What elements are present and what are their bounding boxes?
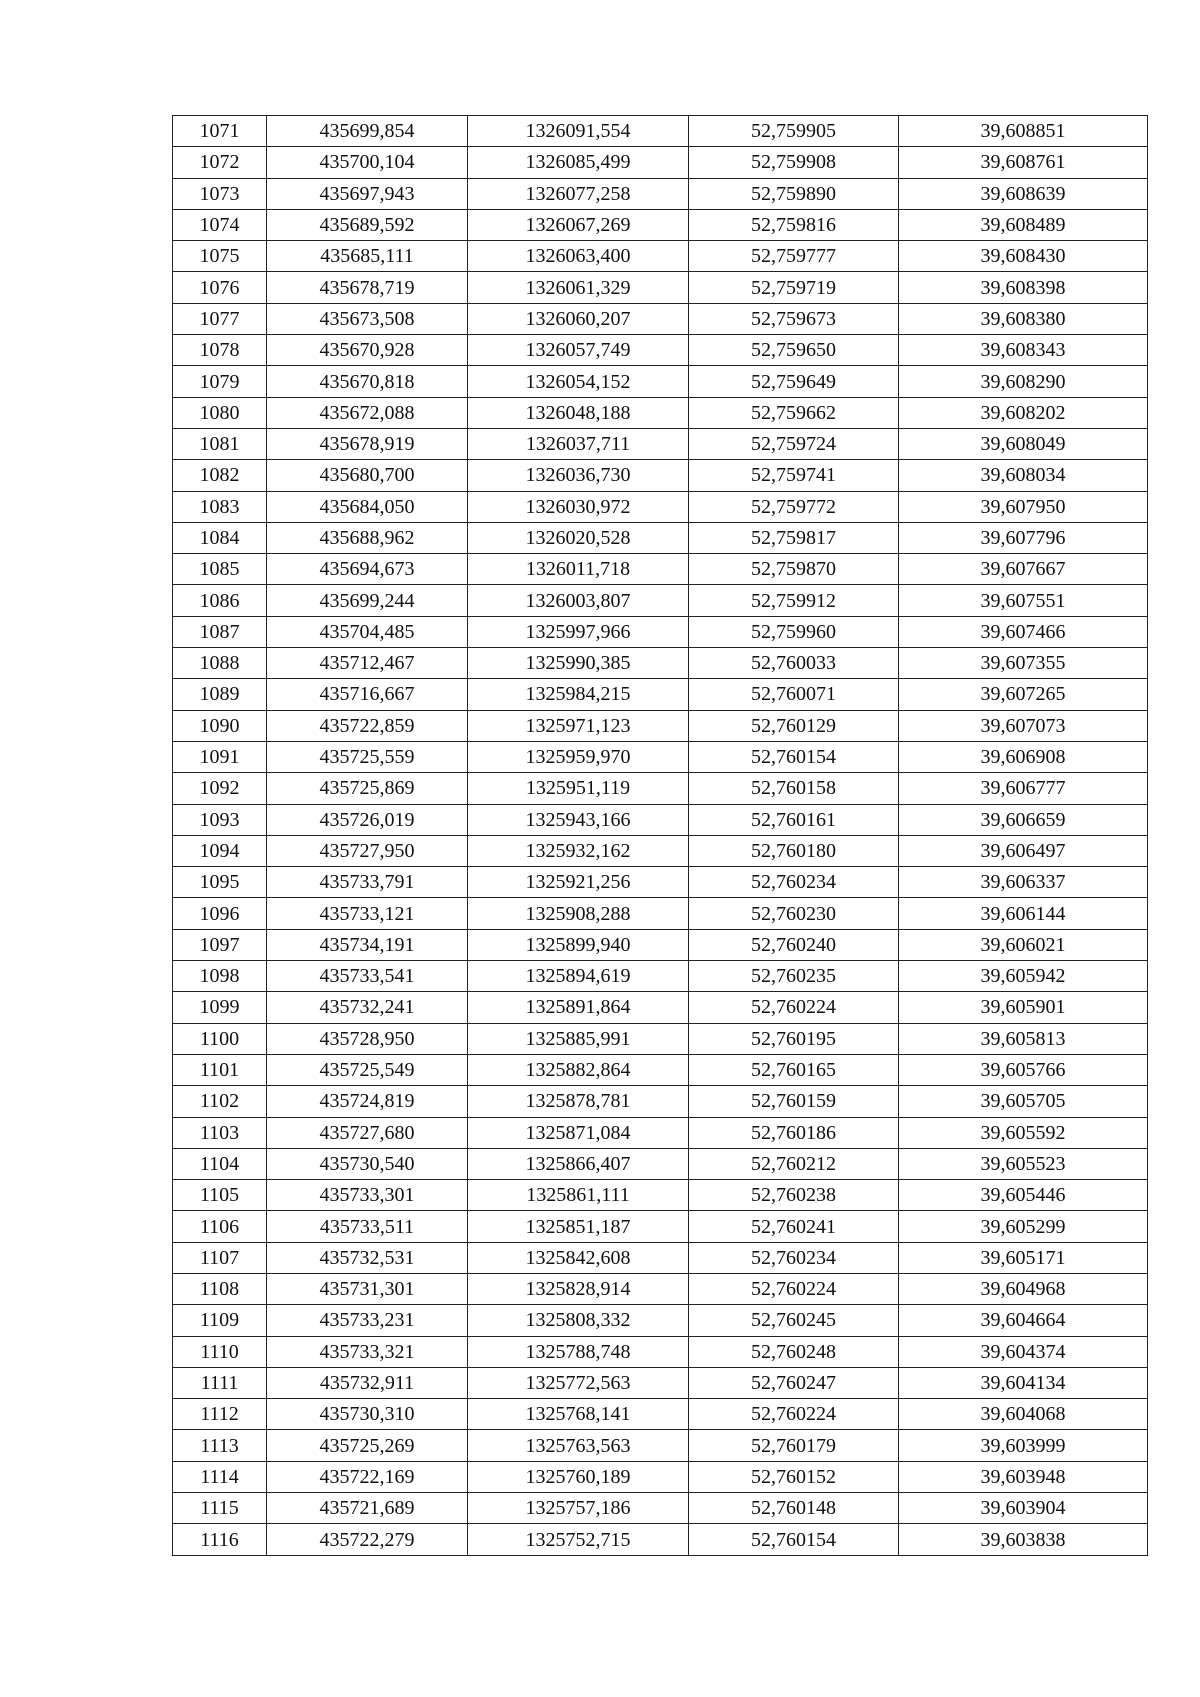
table-row — [173, 366, 1148, 397]
table-row — [173, 397, 1148, 428]
latitude-cell: 52,760230 — [689, 898, 899, 929]
point-number-cell: 1090 — [173, 710, 267, 741]
point-number-cell: 1097 — [173, 929, 267, 960]
y-coordinate-cell: 1326060,207 — [468, 303, 689, 334]
x-coordinate-cell: 435728,950 — [267, 1023, 468, 1054]
longitude-cell: 39,607667 — [899, 554, 1148, 585]
x-coordinate-cell: 435733,541 — [267, 961, 468, 992]
y-coordinate-cell: 1325768,141 — [468, 1399, 689, 1430]
longitude-cell: 39,605705 — [899, 1086, 1148, 1117]
x-coordinate-cell: 435721,689 — [267, 1493, 468, 1524]
longitude-cell: 39,608398 — [899, 272, 1148, 303]
y-coordinate-cell: 1325990,385 — [468, 648, 689, 679]
point-number-cell: 1088 — [173, 648, 267, 679]
latitude-cell: 52,759649 — [689, 366, 899, 397]
longitude-cell: 39,606908 — [899, 741, 1148, 772]
latitude-cell: 52,760195 — [689, 1023, 899, 1054]
table-row — [173, 898, 1148, 929]
x-coordinate-cell: 435678,719 — [267, 272, 468, 303]
latitude-cell: 52,759719 — [689, 272, 899, 303]
x-coordinate-cell: 435700,104 — [267, 147, 468, 178]
x-coordinate-cell: 435699,244 — [267, 585, 468, 616]
table-row — [173, 209, 1148, 240]
y-coordinate-cell: 1326048,188 — [468, 397, 689, 428]
latitude-cell: 52,760159 — [689, 1086, 899, 1117]
latitude-cell: 52,760235 — [689, 961, 899, 992]
longitude-cell: 39,608380 — [899, 303, 1148, 334]
longitude-cell: 39,605523 — [899, 1148, 1148, 1179]
table-row — [173, 867, 1148, 898]
point-number-cell: 1080 — [173, 397, 267, 428]
table-row — [173, 773, 1148, 804]
table-row — [173, 992, 1148, 1023]
latitude-cell: 52,759817 — [689, 522, 899, 553]
table-row — [173, 741, 1148, 772]
latitude-cell: 52,760186 — [689, 1117, 899, 1148]
latitude-cell: 52,759650 — [689, 335, 899, 366]
longitude-cell: 39,606021 — [899, 929, 1148, 960]
x-coordinate-cell: 435670,928 — [267, 335, 468, 366]
table-row — [173, 1148, 1148, 1179]
y-coordinate-cell: 1325772,563 — [468, 1367, 689, 1398]
point-number-cell: 1110 — [173, 1336, 267, 1367]
x-coordinate-cell: 435694,673 — [267, 554, 468, 585]
latitude-cell: 52,760180 — [689, 835, 899, 866]
longitude-cell: 39,604968 — [899, 1273, 1148, 1304]
latitude-cell: 52,760234 — [689, 867, 899, 898]
y-coordinate-cell: 1326003,807 — [468, 585, 689, 616]
coordinates-table — [172, 115, 1148, 1556]
latitude-cell: 52,760165 — [689, 1054, 899, 1085]
latitude-cell: 52,759912 — [689, 585, 899, 616]
latitude-cell: 52,760240 — [689, 929, 899, 960]
longitude-cell: 39,604664 — [899, 1305, 1148, 1336]
latitude-cell: 52,760224 — [689, 1273, 899, 1304]
point-number-cell: 1077 — [173, 303, 267, 334]
y-coordinate-cell: 1326011,718 — [468, 554, 689, 585]
latitude-cell: 52,760238 — [689, 1180, 899, 1211]
y-coordinate-cell: 1326061,329 — [468, 272, 689, 303]
point-number-cell: 1115 — [173, 1493, 267, 1524]
longitude-cell: 39,605942 — [899, 961, 1148, 992]
y-coordinate-cell: 1325788,748 — [468, 1336, 689, 1367]
point-number-cell: 1114 — [173, 1461, 267, 1492]
longitude-cell: 39,607551 — [899, 585, 1148, 616]
point-number-cell: 1108 — [173, 1273, 267, 1304]
longitude-cell: 39,605592 — [899, 1117, 1148, 1148]
longitude-cell: 39,608639 — [899, 178, 1148, 209]
y-coordinate-cell: 1326054,152 — [468, 366, 689, 397]
x-coordinate-cell: 435734,191 — [267, 929, 468, 960]
longitude-cell: 39,607796 — [899, 522, 1148, 553]
y-coordinate-cell: 1325752,715 — [468, 1524, 689, 1555]
y-coordinate-cell: 1325760,189 — [468, 1461, 689, 1492]
point-number-cell: 1085 — [173, 554, 267, 585]
point-number-cell: 1107 — [173, 1242, 267, 1273]
table-row — [173, 522, 1148, 553]
longitude-cell: 39,605813 — [899, 1023, 1148, 1054]
y-coordinate-cell: 1325908,288 — [468, 898, 689, 929]
point-number-cell: 1099 — [173, 992, 267, 1023]
y-coordinate-cell: 1325997,966 — [468, 616, 689, 647]
y-coordinate-cell: 1325959,970 — [468, 741, 689, 772]
table-row — [173, 1086, 1148, 1117]
table-row — [173, 961, 1148, 992]
latitude-cell: 52,759960 — [689, 616, 899, 647]
point-number-cell: 1071 — [173, 116, 267, 147]
coordinates-table-body — [173, 116, 1148, 1556]
x-coordinate-cell: 435689,592 — [267, 209, 468, 240]
longitude-cell: 39,605299 — [899, 1211, 1148, 1242]
latitude-cell: 52,760241 — [689, 1211, 899, 1242]
longitude-cell: 39,608489 — [899, 209, 1148, 240]
table-row — [173, 303, 1148, 334]
y-coordinate-cell: 1326036,730 — [468, 460, 689, 491]
latitude-cell: 52,760224 — [689, 992, 899, 1023]
x-coordinate-cell: 435725,869 — [267, 773, 468, 804]
point-number-cell: 1087 — [173, 616, 267, 647]
longitude-cell: 39,603999 — [899, 1430, 1148, 1461]
x-coordinate-cell: 435704,485 — [267, 616, 468, 647]
x-coordinate-cell: 435732,531 — [267, 1242, 468, 1273]
point-number-cell: 1078 — [173, 335, 267, 366]
point-number-cell: 1081 — [173, 428, 267, 459]
y-coordinate-cell: 1325882,864 — [468, 1054, 689, 1085]
latitude-cell: 52,759816 — [689, 209, 899, 240]
latitude-cell: 52,760129 — [689, 710, 899, 741]
latitude-cell: 52,760161 — [689, 804, 899, 835]
y-coordinate-cell: 1325885,991 — [468, 1023, 689, 1054]
x-coordinate-cell: 435733,301 — [267, 1180, 468, 1211]
table-row — [173, 1524, 1148, 1555]
longitude-cell: 39,606337 — [899, 867, 1148, 898]
table-row — [173, 835, 1148, 866]
longitude-cell: 39,608290 — [899, 366, 1148, 397]
longitude-cell: 39,606659 — [899, 804, 1148, 835]
x-coordinate-cell: 435727,950 — [267, 835, 468, 866]
table-row — [173, 1461, 1148, 1492]
point-number-cell: 1089 — [173, 679, 267, 710]
point-number-cell: 1098 — [173, 961, 267, 992]
latitude-cell: 52,760158 — [689, 773, 899, 804]
latitude-cell: 52,760071 — [689, 679, 899, 710]
x-coordinate-cell: 435732,911 — [267, 1367, 468, 1398]
y-coordinate-cell: 1325866,407 — [468, 1148, 689, 1179]
table-row — [173, 1180, 1148, 1211]
x-coordinate-cell: 435670,818 — [267, 366, 468, 397]
x-coordinate-cell: 435725,559 — [267, 741, 468, 772]
latitude-cell: 52,759870 — [689, 554, 899, 585]
latitude-cell: 52,759905 — [689, 116, 899, 147]
x-coordinate-cell: 435680,700 — [267, 460, 468, 491]
x-coordinate-cell: 435731,301 — [267, 1273, 468, 1304]
point-number-cell: 1105 — [173, 1180, 267, 1211]
table-row — [173, 491, 1148, 522]
point-number-cell: 1113 — [173, 1430, 267, 1461]
x-coordinate-cell: 435727,680 — [267, 1117, 468, 1148]
longitude-cell: 39,605766 — [899, 1054, 1148, 1085]
latitude-cell: 52,759662 — [689, 397, 899, 428]
x-coordinate-cell: 435684,050 — [267, 491, 468, 522]
table-row — [173, 616, 1148, 647]
x-coordinate-cell: 435733,231 — [267, 1305, 468, 1336]
y-coordinate-cell: 1326057,749 — [468, 335, 689, 366]
latitude-cell: 52,760212 — [689, 1148, 899, 1179]
latitude-cell: 52,760154 — [689, 741, 899, 772]
point-number-cell: 1073 — [173, 178, 267, 209]
x-coordinate-cell: 435712,467 — [267, 648, 468, 679]
table-row — [173, 178, 1148, 209]
x-coordinate-cell: 435699,854 — [267, 116, 468, 147]
y-coordinate-cell: 1325871,084 — [468, 1117, 689, 1148]
point-number-cell: 1096 — [173, 898, 267, 929]
longitude-cell: 39,607265 — [899, 679, 1148, 710]
latitude-cell: 52,759777 — [689, 241, 899, 272]
latitude-cell: 52,760247 — [689, 1367, 899, 1398]
y-coordinate-cell: 1325951,119 — [468, 773, 689, 804]
latitude-cell: 52,760179 — [689, 1430, 899, 1461]
y-coordinate-cell: 1326085,499 — [468, 147, 689, 178]
y-coordinate-cell: 1325984,215 — [468, 679, 689, 710]
y-coordinate-cell: 1325943,166 — [468, 804, 689, 835]
table-row — [173, 554, 1148, 585]
longitude-cell: 39,608430 — [899, 241, 1148, 272]
latitude-cell: 52,759890 — [689, 178, 899, 209]
point-number-cell: 1100 — [173, 1023, 267, 1054]
x-coordinate-cell: 435724,819 — [267, 1086, 468, 1117]
longitude-cell: 39,607073 — [899, 710, 1148, 741]
table-row — [173, 804, 1148, 835]
y-coordinate-cell: 1325894,619 — [468, 961, 689, 992]
x-coordinate-cell: 435733,121 — [267, 898, 468, 929]
table-row — [173, 116, 1148, 147]
latitude-cell: 52,760152 — [689, 1461, 899, 1492]
y-coordinate-cell: 1325757,186 — [468, 1493, 689, 1524]
latitude-cell: 52,759741 — [689, 460, 899, 491]
point-number-cell: 1084 — [173, 522, 267, 553]
y-coordinate-cell: 1325808,332 — [468, 1305, 689, 1336]
y-coordinate-cell: 1325851,187 — [468, 1211, 689, 1242]
x-coordinate-cell: 435688,962 — [267, 522, 468, 553]
table-row — [173, 1211, 1148, 1242]
table-row — [173, 679, 1148, 710]
y-coordinate-cell: 1325971,123 — [468, 710, 689, 741]
table-row — [173, 1023, 1148, 1054]
y-coordinate-cell: 1326077,258 — [468, 178, 689, 209]
longitude-cell: 39,603904 — [899, 1493, 1148, 1524]
x-coordinate-cell: 435722,279 — [267, 1524, 468, 1555]
y-coordinate-cell: 1326030,972 — [468, 491, 689, 522]
point-number-cell: 1109 — [173, 1305, 267, 1336]
x-coordinate-cell: 435672,088 — [267, 397, 468, 428]
table-row — [173, 428, 1148, 459]
latitude-cell: 52,760234 — [689, 1242, 899, 1273]
longitude-cell: 39,605171 — [899, 1242, 1148, 1273]
x-coordinate-cell: 435685,111 — [267, 241, 468, 272]
point-number-cell: 1112 — [173, 1399, 267, 1430]
latitude-cell: 52,759772 — [689, 491, 899, 522]
longitude-cell: 39,603838 — [899, 1524, 1148, 1555]
x-coordinate-cell: 435722,169 — [267, 1461, 468, 1492]
point-number-cell: 1093 — [173, 804, 267, 835]
x-coordinate-cell: 435716,667 — [267, 679, 468, 710]
x-coordinate-cell: 435722,859 — [267, 710, 468, 741]
x-coordinate-cell: 435733,321 — [267, 1336, 468, 1367]
longitude-cell: 39,608343 — [899, 335, 1148, 366]
latitude-cell: 52,760245 — [689, 1305, 899, 1336]
longitude-cell: 39,606777 — [899, 773, 1148, 804]
x-coordinate-cell: 435733,791 — [267, 867, 468, 898]
table-row — [173, 1054, 1148, 1085]
point-number-cell: 1072 — [173, 147, 267, 178]
table-row — [173, 1430, 1148, 1461]
y-coordinate-cell: 1325921,256 — [468, 867, 689, 898]
table-row — [173, 1273, 1148, 1304]
x-coordinate-cell: 435730,310 — [267, 1399, 468, 1430]
y-coordinate-cell: 1325861,111 — [468, 1180, 689, 1211]
table-row — [173, 1493, 1148, 1524]
y-coordinate-cell: 1325842,608 — [468, 1242, 689, 1273]
point-number-cell: 1076 — [173, 272, 267, 303]
y-coordinate-cell: 1325878,781 — [468, 1086, 689, 1117]
point-number-cell: 1094 — [173, 835, 267, 866]
x-coordinate-cell: 435673,508 — [267, 303, 468, 334]
latitude-cell: 52,759908 — [689, 147, 899, 178]
x-coordinate-cell: 435725,269 — [267, 1430, 468, 1461]
longitude-cell: 39,608049 — [899, 428, 1148, 459]
point-number-cell: 1091 — [173, 741, 267, 772]
longitude-cell: 39,604134 — [899, 1367, 1148, 1398]
table-row — [173, 335, 1148, 366]
table-row — [173, 929, 1148, 960]
x-coordinate-cell: 435733,511 — [267, 1211, 468, 1242]
x-coordinate-cell: 435730,540 — [267, 1148, 468, 1179]
table-row — [173, 460, 1148, 491]
longitude-cell: 39,608034 — [899, 460, 1148, 491]
y-coordinate-cell: 1325891,864 — [468, 992, 689, 1023]
point-number-cell: 1079 — [173, 366, 267, 397]
point-number-cell: 1092 — [173, 773, 267, 804]
table-row — [173, 1242, 1148, 1273]
longitude-cell: 39,603948 — [899, 1461, 1148, 1492]
latitude-cell: 52,760224 — [689, 1399, 899, 1430]
longitude-cell: 39,604068 — [899, 1399, 1148, 1430]
table-row — [173, 1117, 1148, 1148]
y-coordinate-cell: 1326037,711 — [468, 428, 689, 459]
point-number-cell: 1116 — [173, 1524, 267, 1555]
point-number-cell: 1074 — [173, 209, 267, 240]
table-row — [173, 1399, 1148, 1430]
y-coordinate-cell: 1326067,269 — [468, 209, 689, 240]
table-row — [173, 585, 1148, 616]
table-row — [173, 648, 1148, 679]
latitude-cell: 52,760248 — [689, 1336, 899, 1367]
longitude-cell: 39,607950 — [899, 491, 1148, 522]
x-coordinate-cell: 435697,943 — [267, 178, 468, 209]
table-row — [173, 272, 1148, 303]
longitude-cell: 39,607466 — [899, 616, 1148, 647]
y-coordinate-cell: 1326020,528 — [468, 522, 689, 553]
latitude-cell: 52,759673 — [689, 303, 899, 334]
longitude-cell: 39,608851 — [899, 116, 1148, 147]
longitude-cell: 39,604374 — [899, 1336, 1148, 1367]
latitude-cell: 52,759724 — [689, 428, 899, 459]
longitude-cell: 39,605901 — [899, 992, 1148, 1023]
y-coordinate-cell: 1326063,400 — [468, 241, 689, 272]
y-coordinate-cell: 1325932,162 — [468, 835, 689, 866]
point-number-cell: 1083 — [173, 491, 267, 522]
latitude-cell: 52,760154 — [689, 1524, 899, 1555]
x-coordinate-cell: 435726,019 — [267, 804, 468, 835]
longitude-cell: 39,606144 — [899, 898, 1148, 929]
point-number-cell: 1111 — [173, 1367, 267, 1398]
latitude-cell: 52,760148 — [689, 1493, 899, 1524]
point-number-cell: 1104 — [173, 1148, 267, 1179]
table-row — [173, 710, 1148, 741]
y-coordinate-cell: 1326091,554 — [468, 116, 689, 147]
point-number-cell: 1106 — [173, 1211, 267, 1242]
x-coordinate-cell: 435678,919 — [267, 428, 468, 459]
point-number-cell: 1095 — [173, 867, 267, 898]
point-number-cell: 1103 — [173, 1117, 267, 1148]
longitude-cell: 39,608761 — [899, 147, 1148, 178]
y-coordinate-cell: 1325763,563 — [468, 1430, 689, 1461]
table-row — [173, 1367, 1148, 1398]
longitude-cell: 39,608202 — [899, 397, 1148, 428]
y-coordinate-cell: 1325828,914 — [468, 1273, 689, 1304]
table-row — [173, 241, 1148, 272]
latitude-cell: 52,760033 — [689, 648, 899, 679]
longitude-cell: 39,607355 — [899, 648, 1148, 679]
point-number-cell: 1075 — [173, 241, 267, 272]
point-number-cell: 1086 — [173, 585, 267, 616]
longitude-cell: 39,606497 — [899, 835, 1148, 866]
x-coordinate-cell: 435725,549 — [267, 1054, 468, 1085]
table-row — [173, 1336, 1148, 1367]
point-number-cell: 1082 — [173, 460, 267, 491]
longitude-cell: 39,605446 — [899, 1180, 1148, 1211]
table-row — [173, 1305, 1148, 1336]
table-row — [173, 147, 1148, 178]
point-number-cell: 1102 — [173, 1086, 267, 1117]
x-coordinate-cell: 435732,241 — [267, 992, 468, 1023]
point-number-cell: 1101 — [173, 1054, 267, 1085]
y-coordinate-cell: 1325899,940 — [468, 929, 689, 960]
